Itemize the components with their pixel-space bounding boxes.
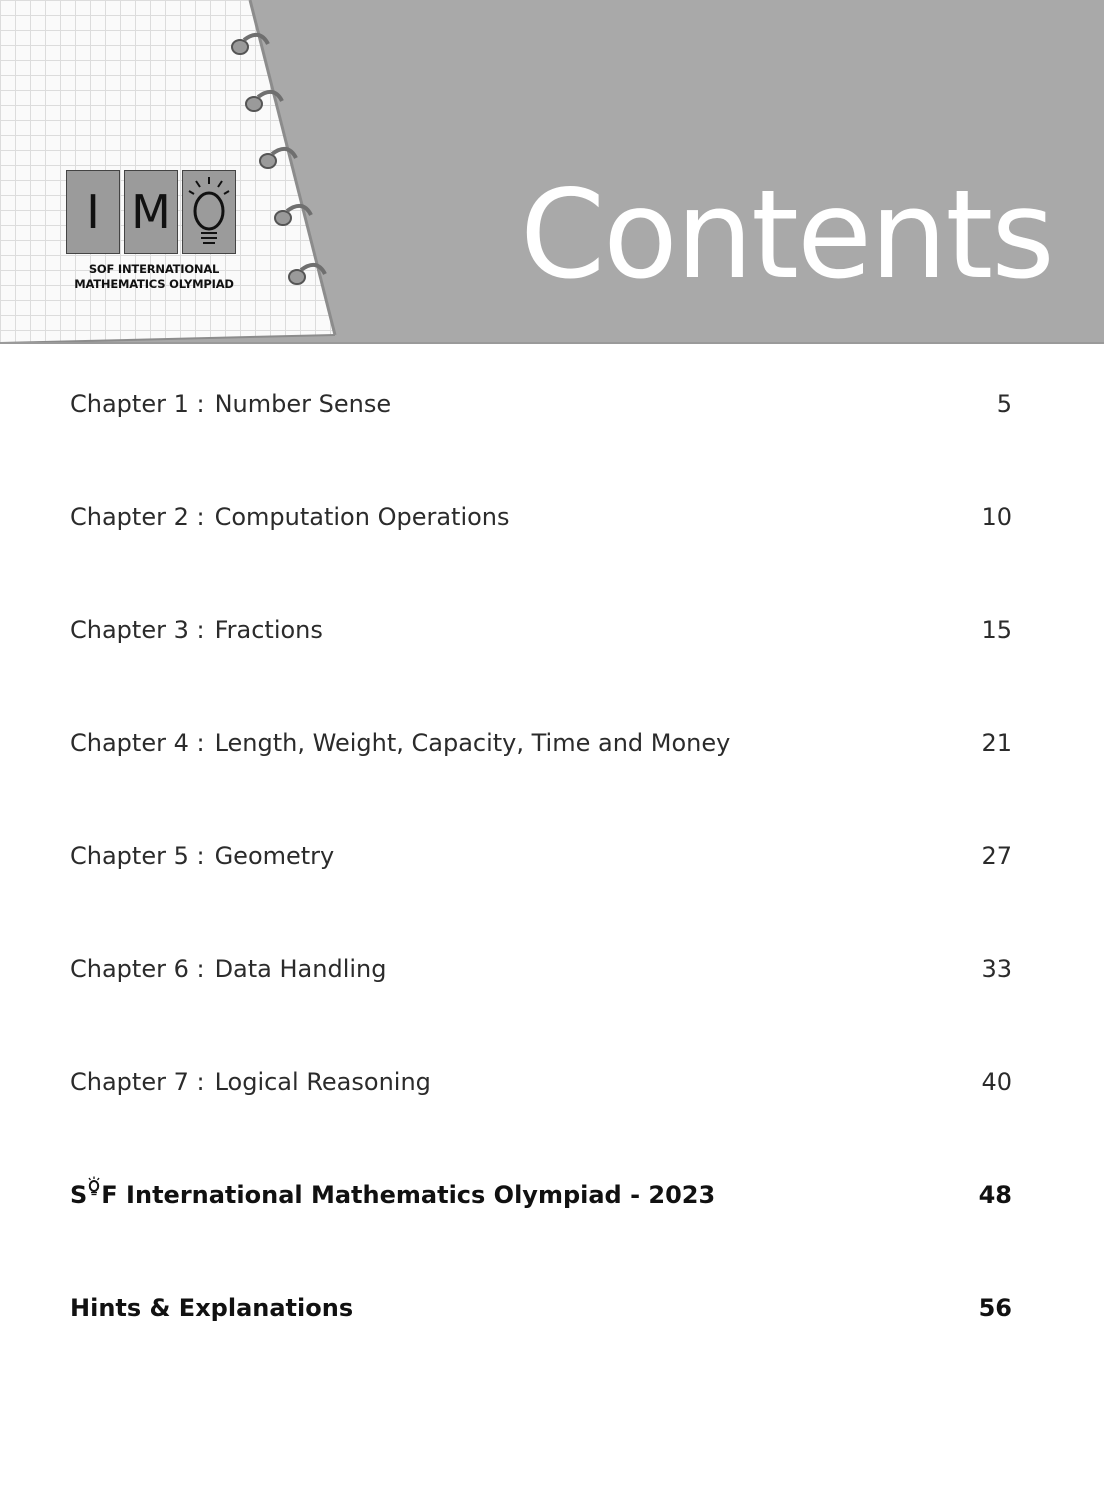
logo-letter-m: M xyxy=(124,170,178,254)
sof-prefix: S xyxy=(70,1181,88,1209)
logo-caption-line1: SOF INTERNATIONAL xyxy=(88,262,220,276)
logo-caption-line2: MATHEMATICS OLYMPIAD xyxy=(74,277,234,291)
page-number: 27 xyxy=(981,842,1012,870)
toc-row-chapter-6[interactable] xyxy=(70,955,1012,983)
page-number: 5 xyxy=(996,390,1012,418)
page-number: 15 xyxy=(981,616,1012,644)
lightbulb-icon xyxy=(183,171,235,253)
chapter-number: Chapter 2 : xyxy=(70,503,205,531)
page-title: Contents xyxy=(520,164,1053,306)
page-number: 40 xyxy=(981,1068,1012,1096)
toc-row-chapter-7[interactable] xyxy=(70,1068,1012,1096)
chapter-title: Logical Reasoning xyxy=(214,1068,431,1096)
chapter-title: Length, Weight, Capacity, Time and Money xyxy=(214,729,731,757)
toc-row-chapter-4[interactable] xyxy=(70,729,1012,757)
chapter-title: Fractions xyxy=(214,616,323,644)
page-number: 48 xyxy=(978,1181,1012,1209)
chapter-number: Chapter 6 : xyxy=(70,955,205,983)
toc-row-chapter-2[interactable] xyxy=(70,503,1012,531)
chapter-title: Geometry xyxy=(214,842,335,870)
page-number: 56 xyxy=(978,1294,1012,1322)
lightbulb-icon xyxy=(87,1176,101,1196)
toc-row-chapter-5[interactable] xyxy=(70,842,1012,870)
logo-letter-o-bulb xyxy=(182,170,236,254)
header-divider xyxy=(0,342,1104,344)
toc-row-chapter-1[interactable] xyxy=(70,390,1012,418)
chapter-number: Chapter 3 : xyxy=(70,616,205,644)
toc-row-sof-olympiad[interactable] xyxy=(70,1181,1012,1209)
chapter-number: Chapter 7 : xyxy=(70,1068,205,1096)
page-number: 21 xyxy=(981,729,1012,757)
toc-row-hints[interactable] xyxy=(70,1294,1012,1322)
logo-letter-i: I xyxy=(66,170,120,254)
chapter-number: Chapter 5 : xyxy=(70,842,205,870)
chapter-number: Chapter 1 : xyxy=(70,390,205,418)
page-number: 33 xyxy=(981,955,1012,983)
hints-title: Hints & Explanations xyxy=(70,1294,354,1322)
chapter-number: Chapter 4 : xyxy=(70,729,205,757)
toc-row-chapter-3[interactable] xyxy=(70,616,1012,644)
imo-logo xyxy=(66,170,242,292)
chapter-title: Computation Operations xyxy=(214,503,510,531)
chapter-title: Data Handling xyxy=(214,955,387,983)
sof-olympiad-title: F International Mathematics Olympiad - 2023 xyxy=(101,1181,716,1209)
chapter-title: Number Sense xyxy=(214,390,392,418)
page-number: 10 xyxy=(981,503,1012,531)
